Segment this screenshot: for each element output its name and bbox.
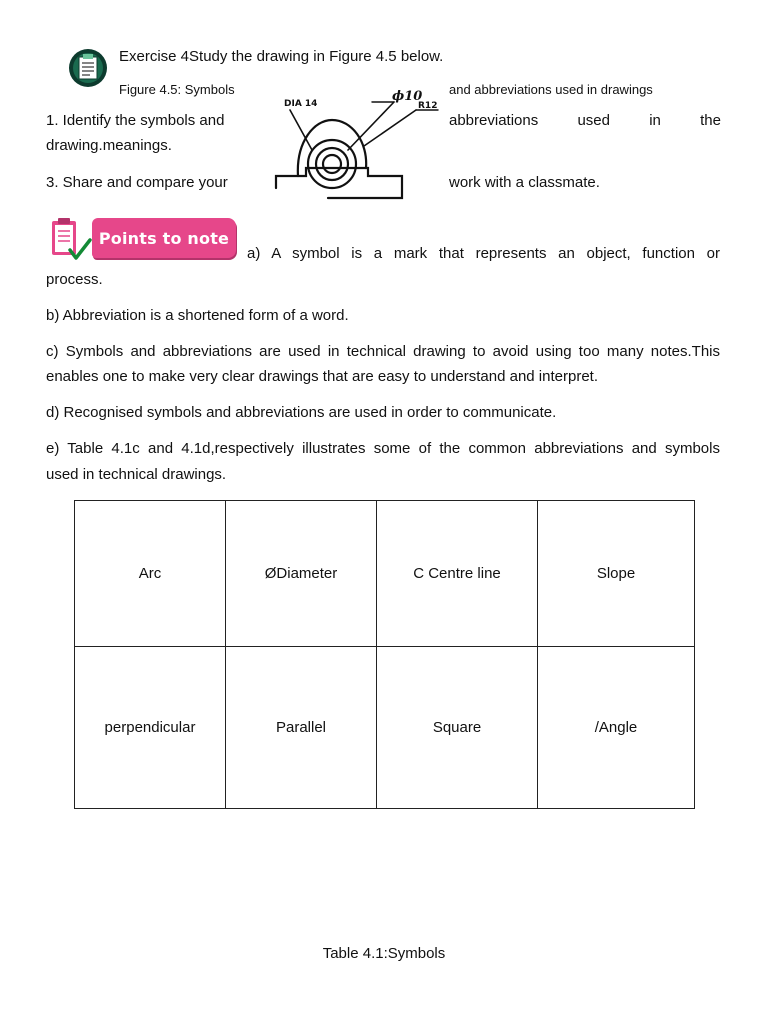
- table-cell: ØDiameter: [226, 501, 377, 647]
- point-c: c) Symbols and abbreviations are used in technical drawing to avoid using too many notes.This: [46, 343, 720, 360]
- table-cell: Parallel: [226, 647, 377, 809]
- point-e-wrap: used in technical drawings.: [46, 466, 227, 483]
- point-a-wrap: process.: [46, 271, 103, 288]
- table-row: [75, 647, 695, 809]
- technical-drawing-figure: [268, 84, 444, 208]
- figure-caption-left: Figure 4.5: Symbols: [119, 82, 235, 97]
- table-cell: Slope: [538, 501, 695, 647]
- word: the: [700, 112, 721, 129]
- point-a: a) A symbol is a mark that represents an object, function or: [247, 245, 720, 262]
- clipboard-check-icon: [46, 216, 92, 262]
- phi-label: ϕ10: [392, 89, 423, 104]
- table-cell: perpendicular: [75, 647, 226, 809]
- word: abbreviations: [449, 112, 539, 129]
- points-to-note-badge: Points to note: [92, 218, 236, 258]
- table-cell: Arc: [75, 501, 226, 647]
- exercise-title: Exercise 4Study the drawing in Figure 4.5 below.: [119, 48, 444, 65]
- table-cell: Square: [377, 647, 538, 809]
- symbols-table: [74, 500, 695, 809]
- table-cell: /Angle: [538, 647, 695, 809]
- word: in: [649, 112, 661, 129]
- dia-label: DIA 14: [284, 99, 318, 109]
- word: used: [577, 112, 610, 129]
- table-cell: C Centre line: [377, 501, 538, 647]
- radius-label: R12: [418, 101, 438, 111]
- instruction-3-continued: work with a classmate.: [449, 174, 600, 191]
- instruction-3: 3. Share and compare your: [46, 174, 228, 191]
- table-caption: Table 4.1:Symbols: [322, 945, 446, 962]
- instruction-1-wrap: drawing.meanings.: [46, 137, 172, 154]
- point-e: e) Table 4.1c and 4.1d,respectively illustrates some of the common abbreviations and symbols: [46, 440, 720, 457]
- point-b: b) Abbreviation is a shortened form of a word.: [46, 307, 349, 324]
- point-c-wrap: enables one to make very clear drawings that are easy to understand and interpret.: [46, 368, 598, 385]
- exercise-icon: [66, 48, 110, 88]
- table-row: [75, 501, 695, 647]
- instruction-1: 1. Identify the symbols and: [46, 112, 225, 129]
- point-d: d) Recognised symbols and abbreviations are used in order to communicate.: [46, 404, 557, 421]
- figure-caption-right: and abbreviations used in drawings: [449, 82, 653, 97]
- instruction-1-continued: [449, 112, 721, 129]
